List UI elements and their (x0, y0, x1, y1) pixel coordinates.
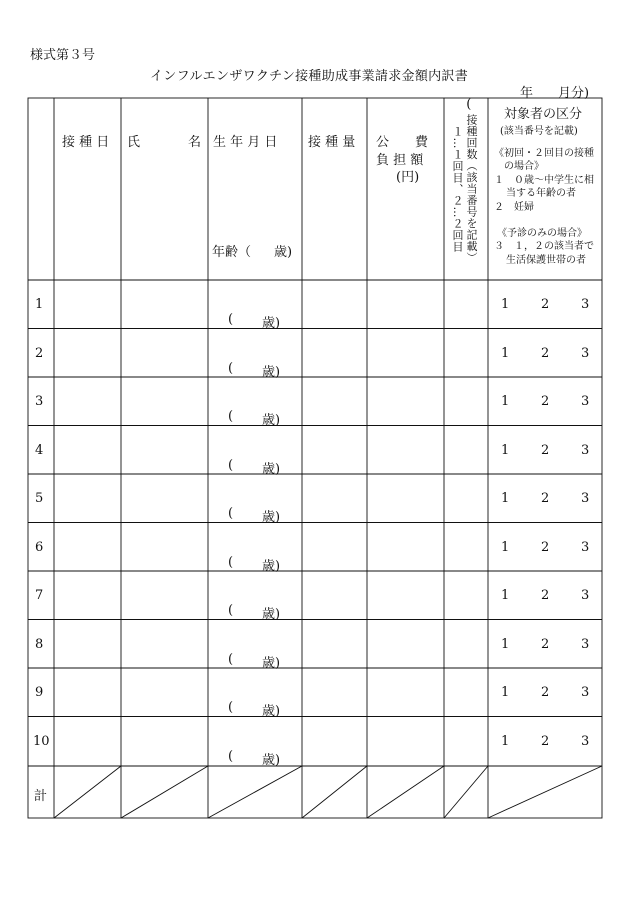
category-option-1[interactable]: 1 (501, 491, 510, 506)
age-open: ( (228, 603, 234, 618)
category-option-1[interactable]: 1 (501, 588, 510, 603)
age-open: ( (228, 652, 234, 667)
row-number: 9 (35, 685, 44, 700)
row-number: 4 (35, 443, 44, 458)
category-option-1[interactable]: 1 (501, 443, 510, 458)
age-unit[interactable]: 歳) (262, 316, 281, 331)
age-unit[interactable]: 歳) (262, 656, 281, 671)
category-option-2[interactable]: 2 (541, 588, 550, 603)
header-age-label: 年齢（ (212, 245, 252, 260)
category-option-2[interactable]: 2 (541, 443, 550, 458)
category-option-2[interactable]: 2 (541, 685, 550, 700)
header-birthdate: 生 年 月 日 (213, 135, 278, 150)
period-open: ( (466, 97, 472, 112)
row-number: 1 (35, 297, 44, 312)
category-option-1[interactable]: 1 (501, 297, 510, 312)
category-option-3[interactable]: 3 (581, 588, 590, 603)
category-item-1: １ ０歳～中学生に相 (494, 175, 594, 186)
age-unit[interactable]: 歳) (262, 704, 281, 719)
category-option-3[interactable]: 3 (581, 346, 590, 361)
category-option-2[interactable]: 2 (541, 346, 550, 361)
category-option-3[interactable]: 3 (581, 734, 590, 749)
header-name-right: 名 (188, 135, 202, 150)
form-number: 様式第３号 (30, 48, 96, 63)
age-open: ( (228, 312, 234, 327)
category-option-1[interactable]: 1 (501, 685, 510, 700)
category-note-initial-cont: の場合》 (504, 161, 544, 172)
header-count-col2: １…１回目、２…２回目 (451, 126, 464, 253)
age-unit[interactable]: 歳) (262, 753, 281, 768)
age-unit[interactable]: 歳) (262, 462, 281, 477)
category-item-1-cont: 当する年齢の者 (506, 188, 576, 199)
age-open: ( (228, 361, 234, 376)
category-option-3[interactable]: 3 (581, 637, 590, 652)
category-option-2[interactable]: 2 (541, 637, 550, 652)
header-count-col1: 接種回数（該当番号を記載） (465, 114, 478, 264)
header-public-cost-unit: (円) (396, 170, 420, 185)
row-number: 7 (35, 588, 44, 603)
category-option-2[interactable]: 2 (541, 540, 550, 555)
header-age-unit: 歳) (274, 245, 293, 260)
period-year-label: 年 (520, 86, 534, 101)
age-open: ( (228, 555, 234, 570)
header-public-cost-line2: 負 担 額 (376, 153, 424, 168)
category-option-3[interactable]: 3 (581, 394, 590, 409)
document-title: インフルエンザワクチン接種助成事業請求金額内訳書 (150, 69, 469, 84)
category-option-1[interactable]: 1 (501, 734, 510, 749)
row-number: 8 (35, 637, 44, 652)
row-number: 10 (33, 734, 50, 749)
category-item-2: ２ 妊婦 (494, 202, 534, 213)
category-option-2[interactable]: 2 (541, 734, 550, 749)
header-public-cost-line1: 公 費 (376, 135, 429, 150)
category-option-2[interactable]: 2 (541, 297, 550, 312)
category-option-1[interactable]: 1 (501, 394, 510, 409)
category-option-1[interactable]: 1 (501, 346, 510, 361)
category-item-3-cont: 生活保護世帯の者 (506, 255, 586, 266)
header-date: 接 種 日 (62, 135, 110, 150)
age-unit[interactable]: 歳) (262, 559, 281, 574)
row-number: 5 (35, 491, 44, 506)
category-option-3[interactable]: 3 (581, 540, 590, 555)
category-option-2[interactable]: 2 (541, 491, 550, 506)
age-open: ( (228, 749, 234, 764)
row-number: 6 (35, 540, 44, 555)
age-open: ( (228, 409, 234, 424)
age-unit[interactable]: 歳) (262, 510, 281, 525)
age-unit[interactable]: 歳) (262, 365, 281, 380)
header-name-left: 氏 (127, 135, 141, 150)
category-option-1[interactable]: 1 (501, 540, 510, 555)
category-option-3[interactable]: 3 (581, 685, 590, 700)
category-option-3[interactable]: 3 (581, 297, 590, 312)
category-option-1[interactable]: 1 (501, 637, 510, 652)
age-open: ( (228, 700, 234, 715)
category-option-2[interactable]: 2 (541, 394, 550, 409)
header-category-sub: (該当番号を記載) (500, 126, 578, 137)
category-option-3[interactable]: 3 (581, 443, 590, 458)
age-open: ( (228, 458, 234, 473)
header-category-title: 対象者の区分 (504, 107, 583, 122)
total-label: 計 (34, 789, 48, 804)
header-dose: 接 種 量 (308, 135, 356, 150)
category-note-exam: 《予診のみの場合》 (497, 228, 587, 239)
age-open: ( (228, 506, 234, 521)
category-option-3[interactable]: 3 (581, 491, 590, 506)
period-month-label: 月分) (558, 86, 590, 101)
category-note-initial: 《初回・２回目の接種 (494, 148, 594, 159)
category-item-3: ３ １，２の該当者で (494, 241, 594, 252)
age-unit[interactable]: 歳) (262, 607, 281, 622)
age-unit[interactable]: 歳) (262, 413, 281, 428)
row-number: 3 (35, 394, 44, 409)
row-number: 2 (35, 346, 44, 361)
